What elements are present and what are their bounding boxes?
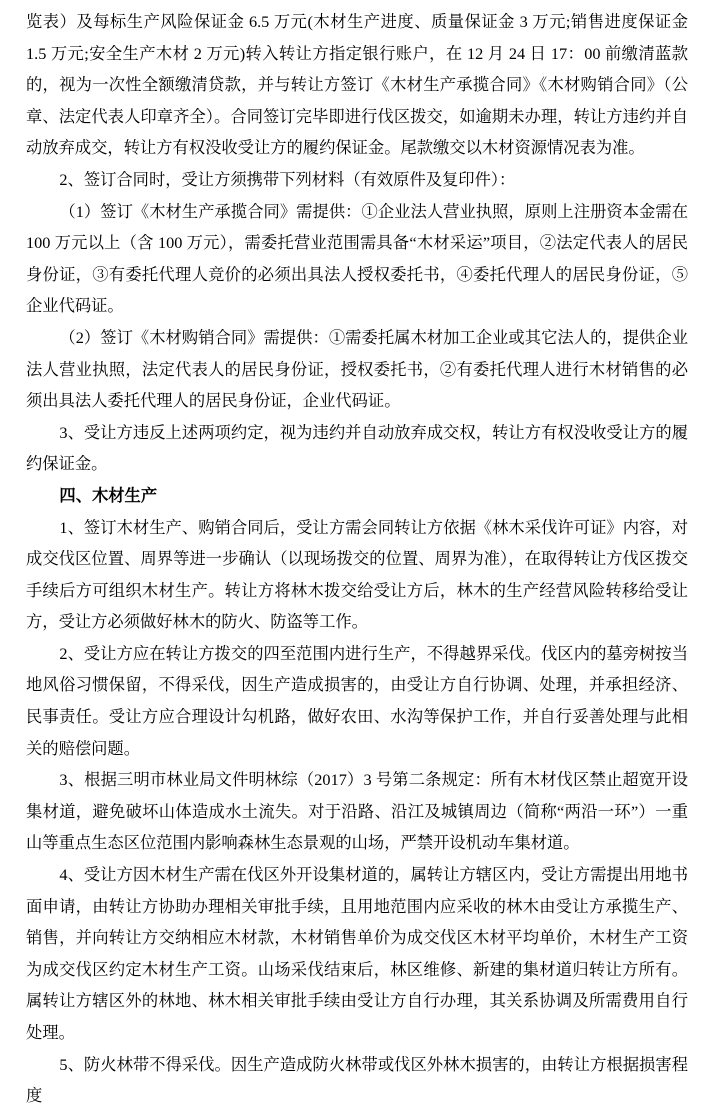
- paragraph-four-3: 3、根据三明市林业局文件明林综（2017）3 号第二条规定：所有木材伐区禁止超宽开设集材道，避免破坏山体造成水土流失。对于沿路、沿江及城镇周边（简称“两沿一环”）一重山等重点生态区位范围内影响森林生态景观的山场，严禁开设机动车集材道。: [26, 770, 688, 853]
- paragraph-item-2-1: （1）签订《木材生产承揽合同》需提供：①企业法人营业执照，原则上注册资本金需在 100 万元以上（含 100 万元），需委托营业范围需具备“木材采运”项目，②法定代表人的居民身份证，③有委托代理人竞价的必须出具法人授权委托书，④委托代理人的居民身份证，⑤企业代码证。: [26, 201, 688, 316]
- paragraph-four-1: 1、签订木材生产、购销合同后，受让方需会同转让方依据《林木采伐许可证》内容，对成交伐区位置、周界等进一步确认（以现场拨交的位置、周界为准），在取得转让方伐区拨交手续后方可组织木材生产。转让方将林木拨交给受让方后，林木的生产经营风险转移给受让方，受让方必须做好林木的防火、防盗等工作。: [26, 517, 688, 632]
- paragraph-item-2: 2、签订合同时，受让方须携带下列材料（有效原件及复印件）：: [59, 169, 516, 189]
- paragraph-item-2-2: （2）签订《木材购销合同》需提供：①需委托属木材加工企业或其它法人的，提供企业法人营业执照，法定代表人的居民身份证，授权委托书，②有委托代理人进行木材销售的必须出具法人委托代理人的居民身份证，企业代码证。: [26, 327, 688, 411]
- paragraph-item-3: 3、受让方违反上述两项约定，视为违约并自动放弃成交权，转让方有权没收受让方的履约保证金。: [26, 422, 688, 474]
- document-body: [26, 6, 688, 1112]
- paragraph-continued-deposit: 览表）及每标生产风险保证金 6.5 万元(木材生产进度、质量保证金 3 万元;销售进度保证金 1.5 万元;安全生产木材 2 万元)转入转让方指定银行账户，在 12 月 24 日 17：00 前缴清蓝款的，视为一次性全额缴清贷款，并与转让方签订《木材生产承揽合同》《木材购销合同》（公章、法定代表人印章齐全）。合同签订完毕即进行伐区拨交，如逾期未办理，转让方违约并自动放弃成交，转让方有权没收受让方的履约保证金。尾款缴交以木材资源情况表为准。: [26, 12, 688, 158]
- paragraph-four-5: 5、防火林带不得采伐。因生产造成防火林带或伐区外林木损害的，由转让方根据损害程度: [26, 1054, 688, 1106]
- paragraph-four-4: 4、受让方因木材生产需在伐区外开设集材道的，属转让方辖区内，受让方需提出用地书面申请，由转让方协助办理相关审批手续，且用地范围内应采收的林木由受让方承揽生产、销售，并向转让方交纳相应木材款，木材销售单价为成交伐区木材平均单价，木材生产工资为成交伐区约定木材生产工资。山场采伐结束后，林区维修、新建的集材道归转让方所有。属转让方辖区外的林地、林木相关审批手续由受让方自行办理，其关系协调及所需费用自行处理。: [26, 865, 688, 1042]
- paragraph-four-2: 2、受让方应在转让方拨交的四至范围内进行生产，不得越界采伐。伐区内的墓旁树按当地风俗习惯保留，不得采伐，因生产造成损害的，由受让方自行协调、处理，并承担经济、民事责任。受让方应合理设计勾机路，做好农田、水沟等保护工作，并自行妥善处理与此相关的赔偿问题。: [26, 643, 688, 758]
- section-heading-four: 四、木材生产: [59, 485, 158, 505]
